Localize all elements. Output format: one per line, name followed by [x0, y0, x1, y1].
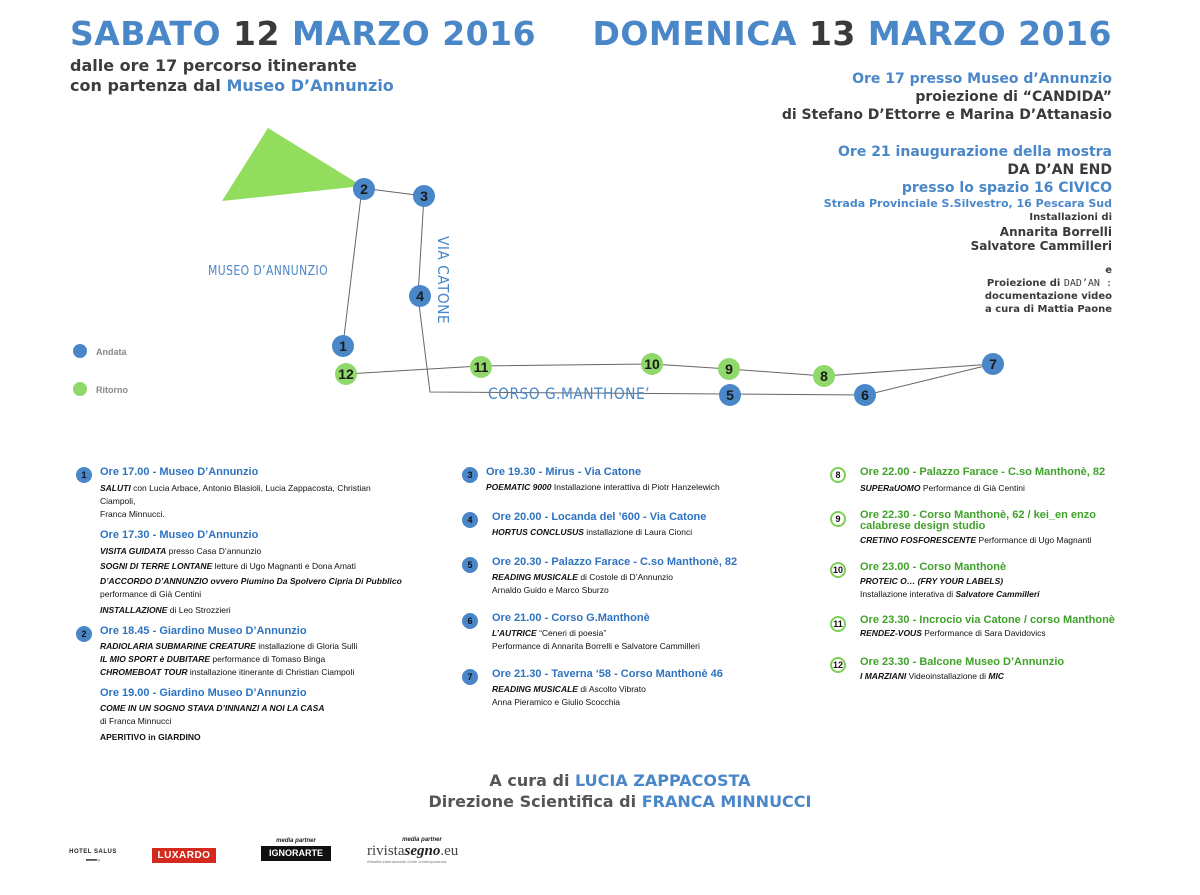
street-via-catone-label: VIA CATONE	[434, 236, 452, 332]
event-time-title: Ore 22.30 - Corso Manthonè, 62 / kei_en enzo calabrese design studio	[860, 509, 1096, 532]
hotel-salus-logo: HOTEL SALUS ━━◦	[66, 849, 120, 865]
sunday-projection: e Proiezione di DAD’AN : documentazione video a cura di Mattia Paone	[984, 265, 1112, 315]
event-3: 3 Ore 19.30 - Mirus - Via Catone POEMATIC 9000 Installazione interattiva di Piotr Hanzelewich	[462, 466, 792, 494]
svg-text:8: 8	[820, 368, 828, 384]
svg-text:12: 12	[338, 366, 354, 382]
svg-text:2: 2	[360, 181, 368, 197]
sunday-screening: Ore 17 presso Museo d’Annunzio proiezione di “CANDIDA” di Stefano D’Ettorre e Marina D’Attanasio	[781, 71, 1112, 123]
stop-9[interactable]	[718, 358, 740, 380]
director-name: FRANCA MINNUCCI	[641, 792, 812, 811]
event-2: 2 Ore 18.45 - Giardino Museo D’Annunzio RADIOLARIA SUBMARINE CREATURE installazione di Gloria Sulli IL MIO SPORT è DUBITARE performance di Tomaso Binga CHROMEBOAT TOUR installazione itinerante di Christian Ciampoli Ore 19.00 - Giardino Museo D’Annunzio COME IN UN SOGNO STAVA D’INNANZI A NOI LA CASA di Franca Minnucci APERITIVO in GIARDINO	[76, 625, 406, 744]
event-time-title: Ore 23.00 - Corso Manthonè	[860, 561, 1007, 573]
curator-name: LUCIA ZAPPACOSTA	[575, 771, 751, 790]
svg-text:1: 1	[339, 338, 347, 354]
luxardo-logo: LUXARDO	[152, 848, 216, 863]
stop-3[interactable]	[413, 185, 435, 207]
event-number-badge: 9	[830, 511, 846, 527]
svg-text:5: 5	[726, 387, 734, 403]
saturday-title	[70, 14, 536, 53]
event-time-title: Ore 21.30 - Taverna ‘58 - Corso Manthonè 46	[492, 668, 723, 680]
legend-andata-label: Andata	[96, 347, 127, 357]
event-time-title: Ore 17.00 - Museo D’Annunzio	[100, 466, 259, 478]
event-time-title: Ore 20.00 - Locanda del ’600 - Via Catone	[492, 511, 707, 523]
curator-credit: A cura di LUCIA ZAPPACOSTA	[489, 771, 751, 790]
event-time-title: Ore 20.30 - Palazzo Farace - C.so Manthonè, 82	[492, 556, 738, 568]
rivista-segno-logo: media partner rivistasegno.eu Attualità internazionali d’arte contemporanea	[367, 837, 459, 864]
legend-ritorno-label: Ritorno	[96, 385, 128, 395]
scientific-director-credit: Direzione Scientifica di FRANCA MINNUCCI	[428, 792, 812, 811]
event-10: 10 Ore 23.00 - Corso Manthonè PROTEIC O… (FRY YOUR LABELS) Installazione interativa di Salvatore Cammilleri	[830, 561, 1115, 601]
program-column-2	[462, 466, 792, 709]
museum-triangle	[222, 128, 362, 201]
event-number-badge: 4	[462, 512, 478, 528]
legend-ritorno-dot	[73, 382, 87, 396]
stop-7[interactable]	[982, 353, 1004, 375]
svg-text:9: 9	[725, 361, 733, 377]
event-number-badge: 5	[462, 557, 478, 573]
sunday-number: 13	[808, 14, 856, 53]
sunday-month: MARZO 2016	[867, 14, 1112, 53]
sunday-title	[592, 14, 1112, 53]
event-number-badge: 1	[76, 467, 92, 483]
event-number-badge: 10	[830, 562, 846, 578]
event-1: 1 Ore 17.00 - Museo D’Annunzio SALUTI con Lucia Arbace, Antonio Blasioli, Lucia Zappacosta, Christian Ciampoli, Franca Minnucci. Ore 17.30 - Museo D’Annunzio VISITA GUIDATA presso Casa D’annunzio SOGNI DI TERRE LONTANE letture di Ugo Magnanti e Dona Amati D’ACCORDO D’ANNUNZIO ovvero Piumino Da Spolvero Cipria Di Pubblico performance di Già Centini INSTALLAZIONE di Leo Strozzieri	[76, 466, 406, 617]
stop-6[interactable]	[854, 384, 876, 406]
saturday-subtitle-line1: dalle ore 17 percorso itinerante	[70, 56, 357, 75]
saturday-subtitle	[70, 56, 394, 96]
street-corso-label: CORSO G.MANTHONE’	[488, 384, 650, 403]
svg-text:11: 11	[473, 359, 489, 375]
svg-text:4: 4	[416, 288, 424, 304]
event-7: 7 Ore 21.30 - Taverna ‘58 - Corso Manthonè 46 READING MUSICALE di Ascolto Vibrato Anna Pieramico e Giulio Scocchia	[462, 668, 792, 709]
event-time-title: Ore 21.00 - Corso G.Manthonè	[492, 612, 650, 624]
stop-10[interactable]	[641, 353, 663, 375]
saturday-subtitle-line2: con partenza dal Museo D’Annunzio	[70, 76, 394, 95]
sunday-address: Strada Provinciale S.Silvestro, 16 Pescara Sud Installazioni di Annarita Borrelli Salvatore Cammilleri	[823, 197, 1112, 253]
event-9: 9 Ore 22.30 - Corso Manthonè, 62 / kei_en enzo calabrese design studio CRETINO FOSFORESCENTE Performance di Ugo Magnanti	[830, 510, 1115, 547]
program-column-1	[76, 466, 406, 744]
event-6: 6 Ore 21.00 - Corso G.Manthonè L’AUTRICE “Ceneri di poesia” Performance di Annarita Borrelli e Salvatore Cammilleri	[462, 612, 792, 653]
event-11: 11 Ore 23.30 - Incrocio via Catone / corso Manthonè RENDEZ-VOUS Performance di Sara Davidovics	[830, 615, 1115, 640]
stop-1[interactable]	[332, 335, 354, 357]
stop-8[interactable]	[813, 365, 835, 387]
event-number-badge: 12	[830, 657, 846, 673]
svg-text:10: 10	[644, 356, 660, 372]
event-12: 12 Ore 23.30 - Balcone Museo D’Annunzio I MARZIANI Videoinstallazione di MIC	[830, 656, 1115, 683]
event-time-title: Ore 19.00 - Giardino Museo D’Annunzio	[100, 687, 307, 699]
event-5: 5 Ore 20.30 - Palazzo Farace - C.so Manthonè, 82 READING MUSICALE di Costole di D’Annunzio Arnaldo Guido e Marco Sburzo	[462, 556, 792, 597]
event-number-badge: 6	[462, 613, 478, 629]
legend-andata-dot	[73, 344, 87, 358]
stop-12[interactable]	[335, 363, 357, 385]
svg-text:7: 7	[989, 356, 997, 372]
event-number-badge: 8	[830, 467, 846, 483]
event-time-title: Ore 23.30 - Incrocio via Catone / corso Manthonè	[860, 614, 1115, 626]
key-icon: ━━◦	[85, 855, 101, 865]
saturday-month: MARZO 2016	[291, 14, 537, 53]
start-place: Museo D’Annunzio	[226, 76, 394, 95]
stop-4[interactable]	[409, 285, 431, 307]
event-time-title: Ore 23.30 - Balcone Museo D’Annunzio	[860, 656, 1065, 668]
event-time-title: Ore 17.30 - Museo D’Annunzio	[100, 529, 259, 541]
stop-11[interactable]	[470, 356, 492, 378]
stop-5[interactable]	[719, 384, 741, 406]
event-number-badge: 3	[462, 467, 478, 483]
street-museo-label: MUSEO D’ANNUNZIO	[208, 264, 328, 279]
sunday-day: DOMENICA	[592, 14, 797, 53]
event-number-badge: 11	[830, 616, 846, 632]
saturday-number: 12	[233, 14, 280, 53]
legend	[73, 344, 128, 396]
route-map	[0, 115, 1200, 420]
event-number-badge: 2	[76, 626, 92, 642]
svg-text:3: 3	[420, 188, 428, 204]
saturday-day: SABATO	[70, 14, 222, 53]
program-column-3	[830, 466, 1115, 683]
stop-2[interactable]	[353, 178, 375, 200]
ignorarte-logo: media partner IGNORARTE	[261, 838, 331, 861]
event-time-title: Ore 22.00 - Palazzo Farace - C.so Manthonè, 82	[860, 466, 1106, 478]
event-number-badge: 7	[462, 669, 478, 685]
event-8: 8 Ore 22.00 - Palazzo Farace - C.so Manthonè, 82 SUPERaUOMO Performance di Già Centini	[830, 466, 1115, 495]
event-time-title: Ore 19.30 - Mirus - Via Catone	[486, 466, 642, 478]
sunday-exhibition: Ore 21 inaugurazione della mostra DA D’AN END presso lo spazio 16 CIVICO	[838, 144, 1112, 196]
event-4: 4 Ore 20.00 - Locanda del ’600 - Via Catone HORTUS CONCLUSUS installazione di Laura Cionci	[462, 511, 792, 539]
event-time-title: Ore 18.45 - Giardino Museo D’Annunzio	[100, 625, 307, 637]
svg-text:6: 6	[861, 387, 869, 403]
